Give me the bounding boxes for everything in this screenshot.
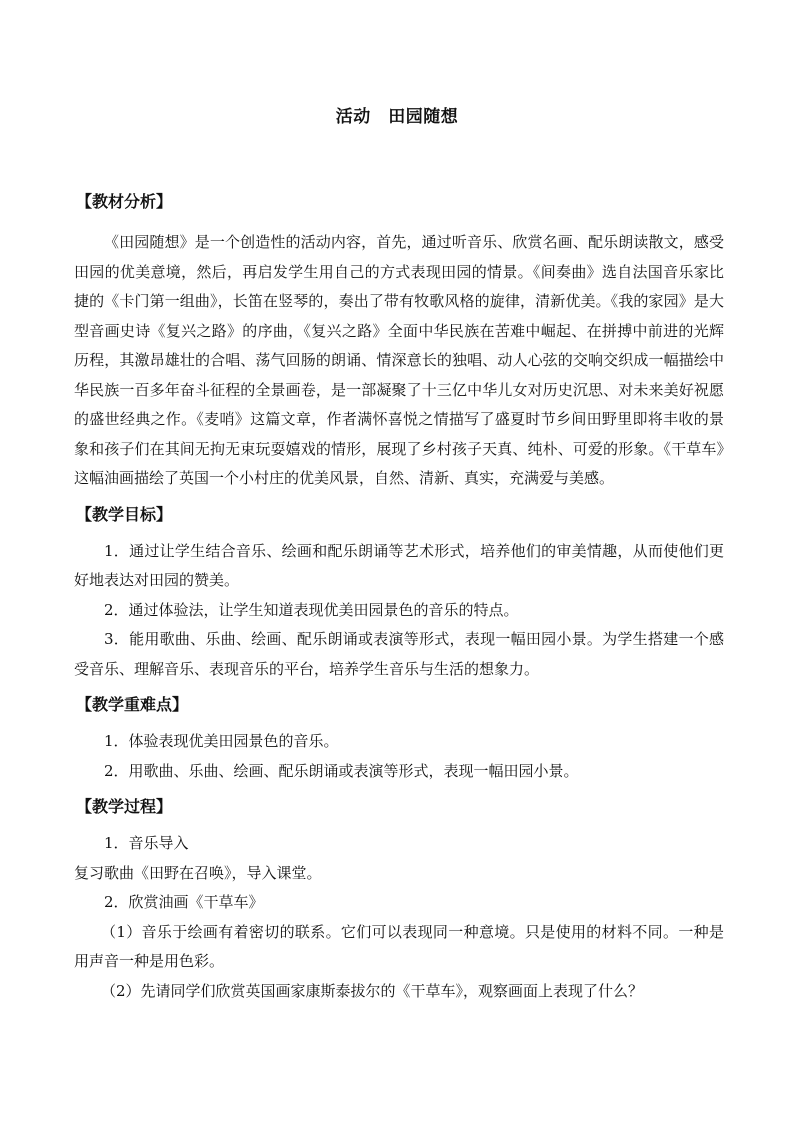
keypoint-item-2: 2．用歌曲、乐曲、绘画、配乐朗诵或表演等形式，表现一幅田园小景。 — [104, 761, 579, 780]
process-step-1-detail: 复习歌曲《田野在召唤》，导入课堂。 — [74, 863, 322, 882]
goal-item-2: 2．通过体验法，让学生知道表现优美田园景色的音乐的特点。 — [104, 600, 519, 619]
section-heading-analysis: 【教材分析】 — [76, 192, 173, 211]
process-step-2: 2．欣赏油画《干草车》 — [104, 893, 264, 911]
process-step-1: 1．音乐导入 — [104, 834, 189, 852]
keypoint-item-1: 1．体验表现优美田园景色的音乐。 — [104, 732, 339, 750]
section-heading-process: 【教学过程】 — [76, 797, 173, 816]
document-title: 活动 田园随想 — [335, 107, 459, 127]
section-heading-goals: 【教学目标】 — [76, 504, 173, 524]
goal-item-1: 1．通过让学生结合音乐、绘画和配乐朗诵等艺术形式，培养他们的审美情趣，从而使他们更好地表达对田园的赞美。 — [74, 541, 724, 589]
section-heading-keypoints: 【教学重难点】 — [76, 695, 189, 714]
process-sub-item-2: （2）先请同学们欣赏英国画家康斯泰拔尔的《干草车》，观察画面上表现了什么？ — [101, 981, 644, 1000]
goal-item-3: 3．能用歌曲、乐曲、绘画、配乐朗诵或表演等形式，表现一幅田园小景。为学生搭建一个感受音乐、理解音乐、表现音乐的平台，培养学生音乐与生活的想象力。 — [74, 630, 724, 678]
process-sub-item-1: （1）音乐于绘画有着密切的联系。它们可以表现同一种意境。只是使用的材料不同。一种是用声音一种是用色彩。 — [74, 922, 724, 970]
document-body — [74, 186, 724, 1006]
analysis-paragraph: 《田园随想》是一个创造性的活动内容，首先，通过听音乐、欣赏名画、配乐朗读散文，感受田园的优美意境，然后，再启发学生用自己的方式表现田园的情景。《间奏曲》选自法国音乐家比捷的《卡门第一组曲》，长笛在竖琴的，奏出了带有牧歌风格的旋律，清新优美。《我的家园》是大型音画史诗《复兴之路》的序曲，《复兴之路》全面中华民族在苦难中崛起、在拼搏中前进的光辉历程，其激昂雄壮的合唱、荡气回肠的朗诵、情深意长的独唱、动人心弦的交响交织成一幅描绘中华民族一百多年奋斗征程的全景画卷，是一部凝聚了十三亿中华儿女对历史沉思、对未来美好祝愿的盛世经典之作。《麦哨》这篇文章，作者满怀喜悦之情描写了盛夏时节乡间田野里即将丰收的景象和孩子们在其间无拘无束玩耍嬉戏的情形，展现了乡村孩子天真、纯朴、可爱的形象。《干草车》这幅油画描绘了英国一个小村庄的优美风景，自然、清新、真实，充满爱与美感。 — [74, 233, 724, 487]
